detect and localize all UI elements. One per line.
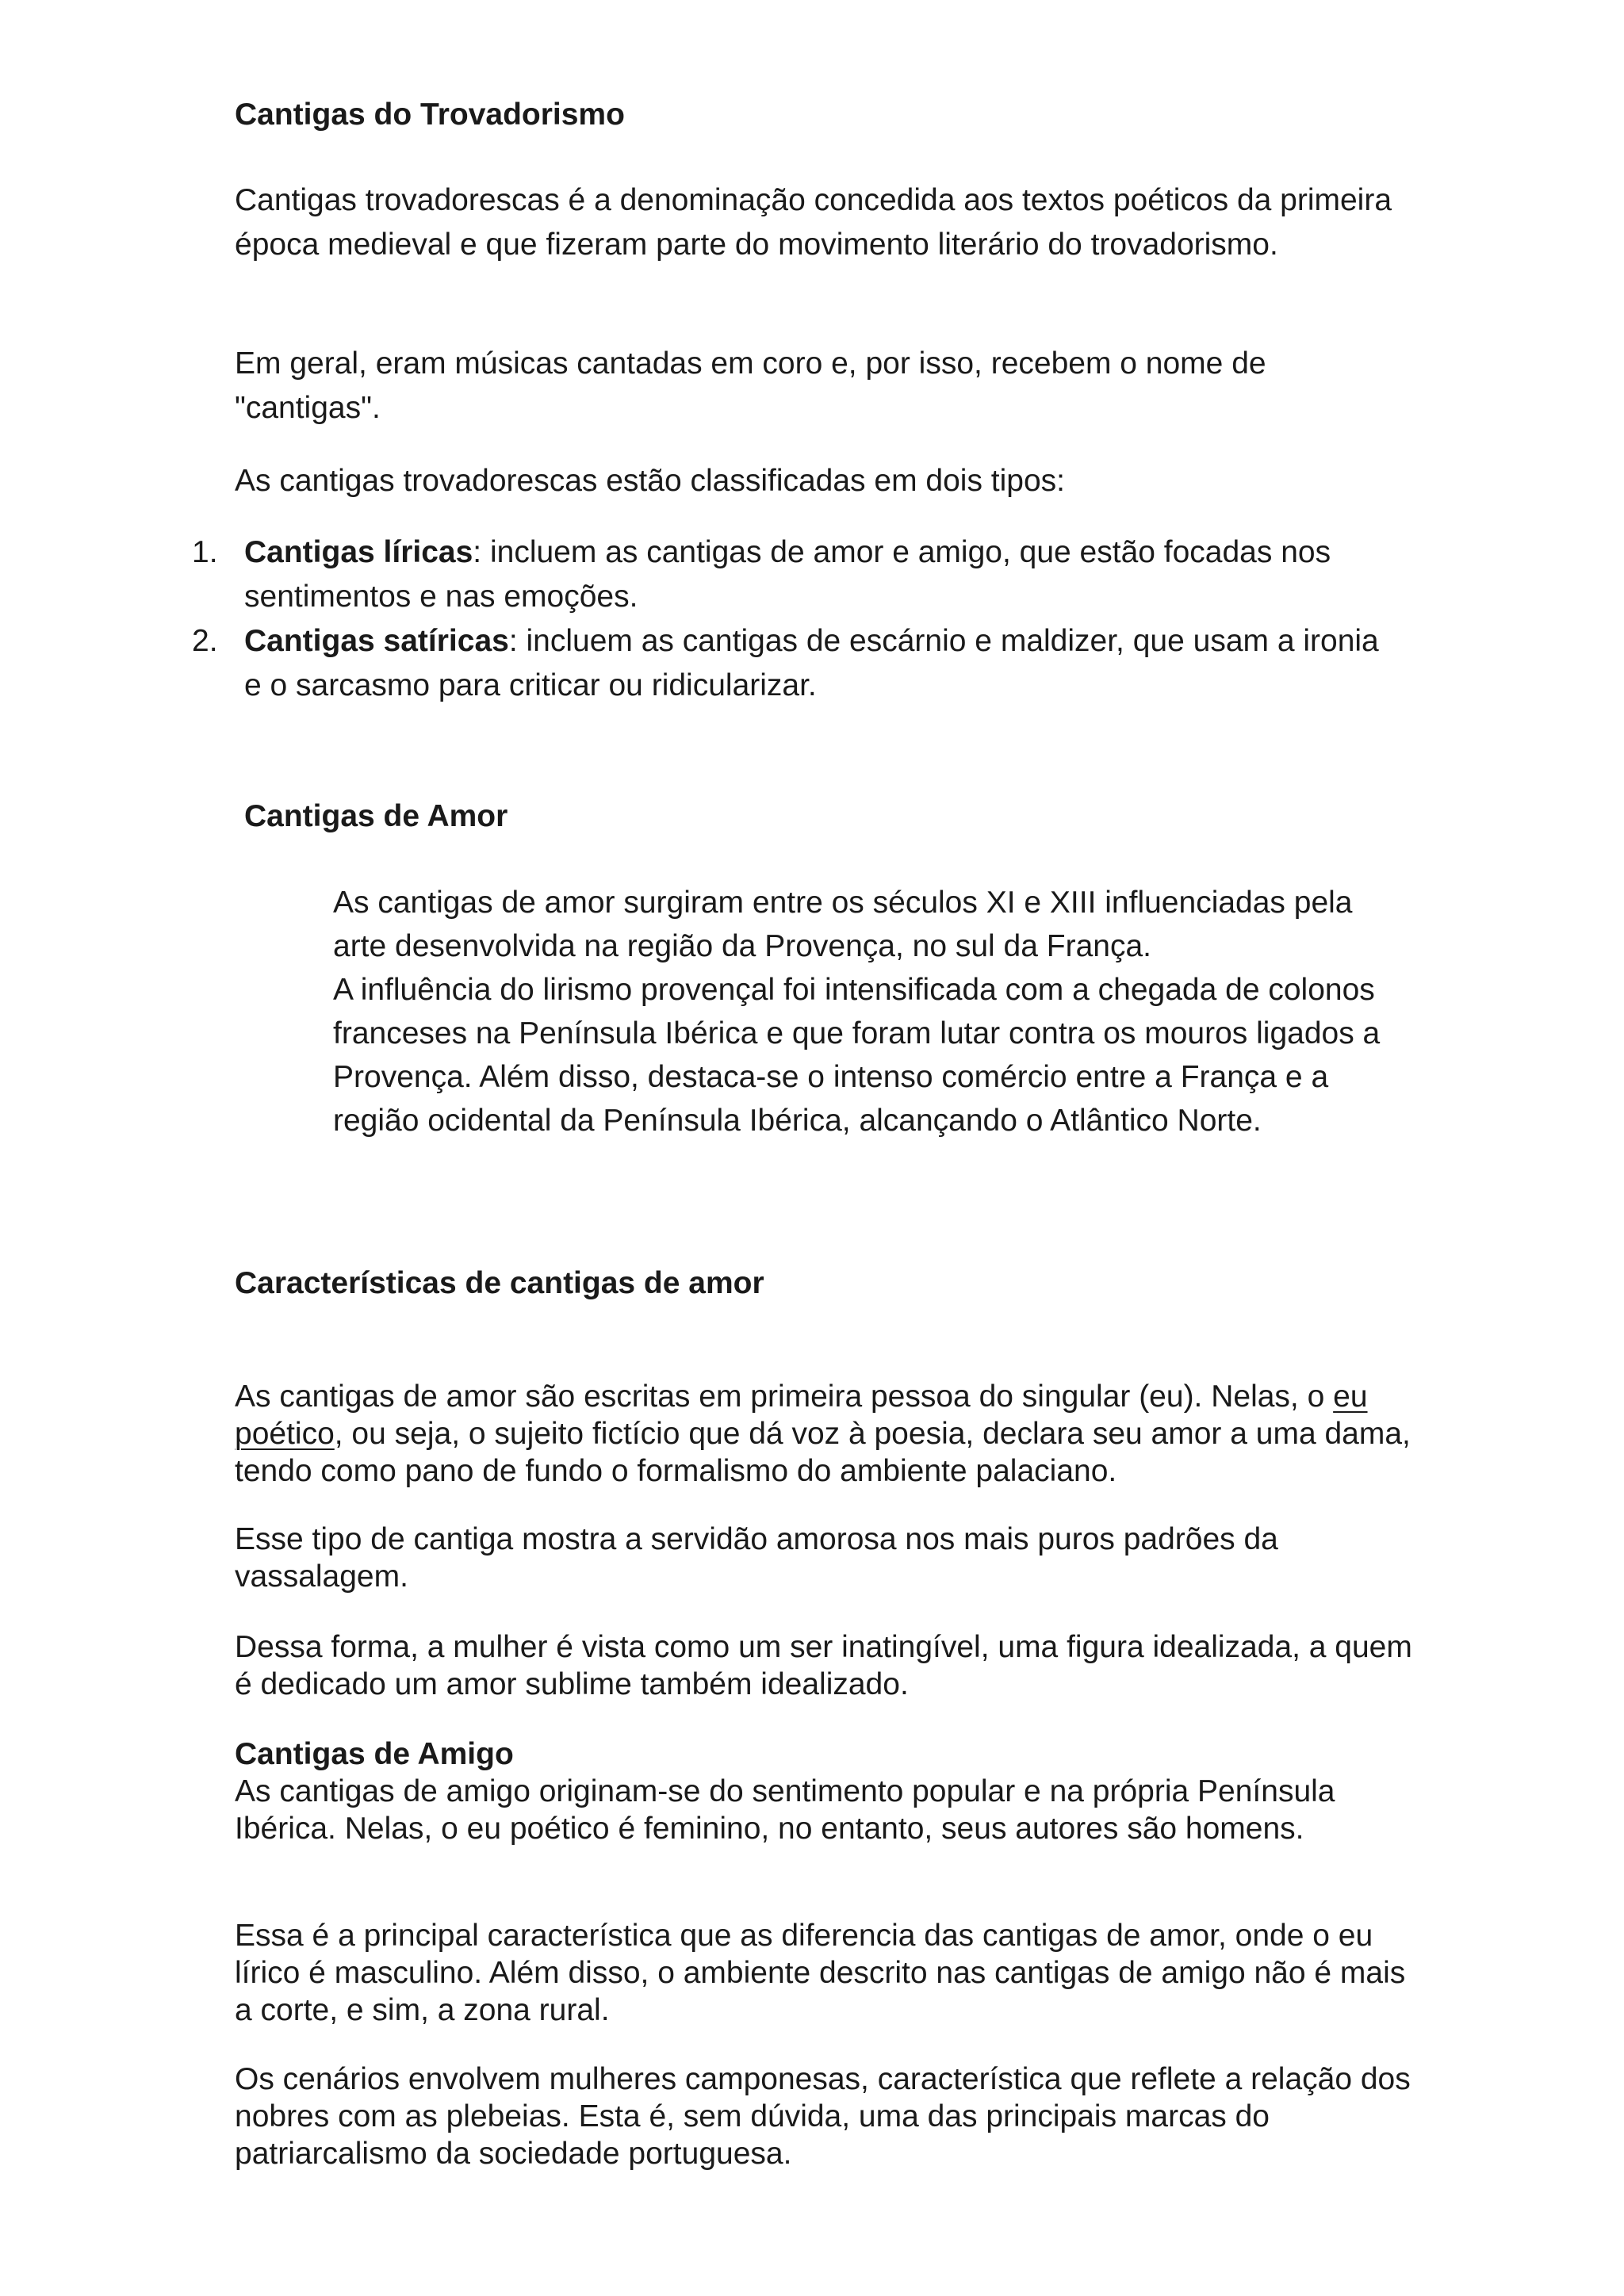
list-item-term: Cantigas satíricas: [244, 624, 509, 658]
caracteristicas-paragraph-1: [235, 1378, 1416, 1490]
list-item-text: : incluem as cantigas de escárnio e maldizer, que usam a ironia e o sarcasmo para criticar ou ridicularizar.: [244, 624, 1379, 702]
intro-paragraph-3: As cantigas trovadorescas estão classificadas em dois tipos:: [235, 464, 1066, 498]
list-item-number: 2.: [192, 624, 218, 658]
amor-paragraph-1: As cantigas de amor surgiram entre os séculos XI e XIII influenciadas pela arte desenvolvida na região da Provença, no sul da França.: [333, 886, 1353, 963]
cantiga-types-list: [192, 530, 1381, 708]
caracteristicas-text-before: As cantigas de amor são escritas em primeira pessoa do singular (eu). Nelas, o: [235, 1380, 1334, 1414]
list-item-term: Cantigas líricas: [244, 535, 473, 569]
amigo-paragraph-3: Os cenários envolvem mulheres camponesas, característica que reflete a relação dos nobres com as plebeias. Esta é, sem dúvida, uma das principais marcas do patriarcalismo da sociedade portuguesa.: [235, 2062, 1411, 2171]
caracteristicas-paragraph-3: Dessa forma, a mulher é vista como um ser inatingível, uma figura idealizada, a quem é dedicado um amor sublime também idealizado.: [235, 1630, 1412, 1701]
caracteristicas-paragraph-2: Esse tipo de cantiga mostra a servidão amorosa nos mais puros padrões da vassalagem.: [235, 1522, 1278, 1594]
page-title: Cantigas do Trovadorismo: [235, 98, 625, 132]
caracteristicas-text-after: , ou seja, o sujeito fictício que dá voz à poesia, declara seu amor a uma dama, tendo como pano de fundo o formalismo do ambiente palaciano.: [235, 1417, 1411, 1488]
eu-poetico-link[interactable]: eu poético: [235, 1380, 1368, 1451]
list-item-number: 1.: [192, 535, 218, 569]
section-heading-caracteristicas: Características de cantigas de amor: [235, 1266, 764, 1300]
section-heading-amigo: Cantigas de Amigo: [235, 1737, 514, 1771]
list-item-text: : incluem as cantigas de amor e amigo, que estão focadas nos sentimentos e nas emoções.: [244, 535, 1331, 614]
list-item: [192, 619, 1381, 708]
amigo-paragraph-1: As cantigas de amigo originam-se do sentimento popular e na própria Península Ibérica. Nelas, o eu poético é feminino, no entanto, seus autores são homens.: [235, 1774, 1335, 1846]
amor-paragraph-2: A influência do lirismo provençal foi intensificada com a chegada de colonos franceses na Península Ibérica e que foram lutar contra os mouros ligados a Provença. Além disso, destaca-se o intenso comércio entre a França e a região ocidental da Península Ibérica, alcançando o Atlântico Norte.: [333, 973, 1381, 1138]
list-item: [192, 530, 1381, 619]
intro-paragraph-1: Cantigas trovadorescas é a denominação concedida aos textos poéticos da primeira época medieval e que fizeram parte do movimento literário do trovadorismo.: [235, 183, 1392, 262]
section-heading-amor: Cantigas de Amor: [244, 799, 508, 833]
intro-paragraph-2: Em geral, eram músicas cantadas em coro e, por isso, recebem o nome de "cantigas".: [235, 346, 1266, 425]
amigo-paragraph-2: Essa é a principal característica que as diferencia das cantigas de amor, onde o eu lírico é masculino. Além disso, o ambiente descrito nas cantigas de amigo não é mais a corte, e sim, a zona rural.: [235, 1919, 1406, 2027]
